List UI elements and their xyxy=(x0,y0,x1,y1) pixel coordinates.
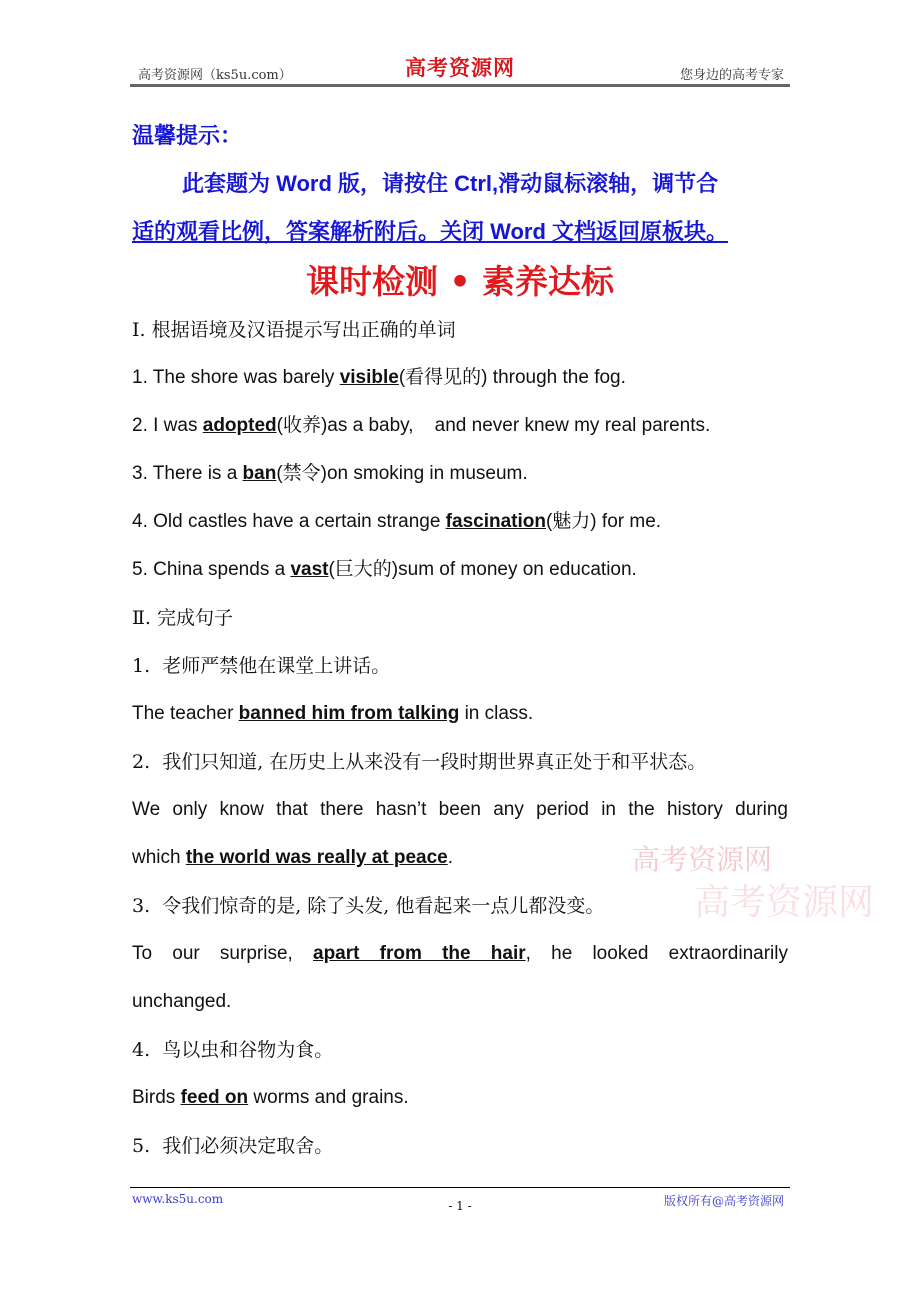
footer-copyright: 版权所有@高考资源网 xyxy=(663,1194,784,1208)
text-line xyxy=(132,1038,788,1063)
answer-text: adopted xyxy=(202,415,277,436)
answer-text: fascination xyxy=(445,511,546,532)
header-slogan: 您身边的高考专家 xyxy=(679,68,784,83)
line-text: 3. There is a xyxy=(132,463,243,484)
line-text: We only know that there hasn’t been any period in the history during xyxy=(132,799,788,820)
line-text: Ⅰ. 根据语境及汉语提示写出正确的单词 xyxy=(132,319,456,341)
line-text: in class. xyxy=(459,703,534,724)
line-text: To our surprise, xyxy=(132,943,313,964)
text-line xyxy=(132,990,788,1014)
answer-text: feed on xyxy=(180,1087,249,1108)
header-site-name: 高考资源网（ks5u.com） xyxy=(138,68,292,83)
line-text: unchanged. xyxy=(132,991,232,1012)
answer-text: vast xyxy=(290,559,329,580)
line-text: which xyxy=(132,847,186,868)
footer-divider xyxy=(130,1187,790,1188)
page-number: - 1 - xyxy=(448,1199,472,1213)
line-text: . xyxy=(447,847,454,868)
watermark-2: 高考资源网 xyxy=(694,882,875,923)
text-line xyxy=(132,1134,788,1159)
line-text: (禁令)on smoking in museum. xyxy=(276,463,528,484)
line-text: 4. Old castles have a certain strange xyxy=(132,511,446,532)
text-line xyxy=(132,462,788,486)
text-line xyxy=(132,942,788,966)
line-text: The teacher xyxy=(132,703,239,724)
text-line xyxy=(132,510,788,534)
header-divider xyxy=(130,84,790,87)
watermark-1: 高考资源网 xyxy=(632,843,773,876)
line-text: 5. 我们必须决定取舍。 xyxy=(132,1135,334,1157)
line-text: 2. I was xyxy=(132,415,203,436)
text-line xyxy=(132,558,788,582)
answer-text: apart from the hair xyxy=(313,943,526,964)
header-logo: 高考资源网 xyxy=(405,55,515,80)
answer-text: banned him from talking xyxy=(238,703,460,724)
tip-line-1: 此套题为 Word 版，请按住 Ctrl,滑动鼠标滚轴，调节合 xyxy=(182,171,719,196)
line-text: 5. China spends a xyxy=(132,559,291,580)
answer-text: ban xyxy=(242,463,277,484)
tip-heading: 温馨提示： xyxy=(132,123,243,148)
text-line xyxy=(132,1086,788,1110)
line-text: , he looked extraordinarily xyxy=(525,943,788,964)
line-text: (收养)as a baby, and never knew my real parents. xyxy=(276,415,711,436)
answer-text: the world was really at peace xyxy=(185,847,448,868)
text-line xyxy=(132,702,788,726)
line-text: 1. The shore was barely xyxy=(132,367,340,388)
text-line xyxy=(132,606,788,631)
answer-text: visible xyxy=(339,367,399,388)
line-text: (巨大的)sum of money on education. xyxy=(328,559,637,580)
tip-line-2: 适的观看比例，答案解析附后。关闭 Word 文档返回原板块。 xyxy=(132,219,729,244)
line-text: worms and grains. xyxy=(248,1087,409,1108)
text-line xyxy=(132,318,788,343)
line-text: Birds xyxy=(132,1087,181,1108)
line-text: 3. 令我们惊奇的是, 除了头发, 他看起来一点儿都没变。 xyxy=(132,895,605,917)
text-line xyxy=(132,366,788,390)
line-text: (魅力) for me. xyxy=(545,511,662,532)
line-text: (看得见的) through the fog. xyxy=(398,367,626,388)
text-line xyxy=(132,798,788,822)
text-line xyxy=(132,654,788,679)
line-text: 2. 我们只知道, 在历史上从来没有一段时期世界真正处于和平状态。 xyxy=(132,751,707,773)
line-text: Ⅱ. 完成句子 xyxy=(132,607,233,629)
line-text: 1. 老师严禁他在课堂上讲话。 xyxy=(132,655,391,677)
line-text: 4. 鸟以虫和谷物为食。 xyxy=(132,1039,334,1061)
footer-url[interactable]: www.ks5u.com xyxy=(132,1192,224,1206)
text-line xyxy=(132,750,788,775)
page-title: 课时检测 • 素养达标 xyxy=(305,262,615,301)
text-line xyxy=(132,894,788,919)
text-line xyxy=(132,414,788,438)
